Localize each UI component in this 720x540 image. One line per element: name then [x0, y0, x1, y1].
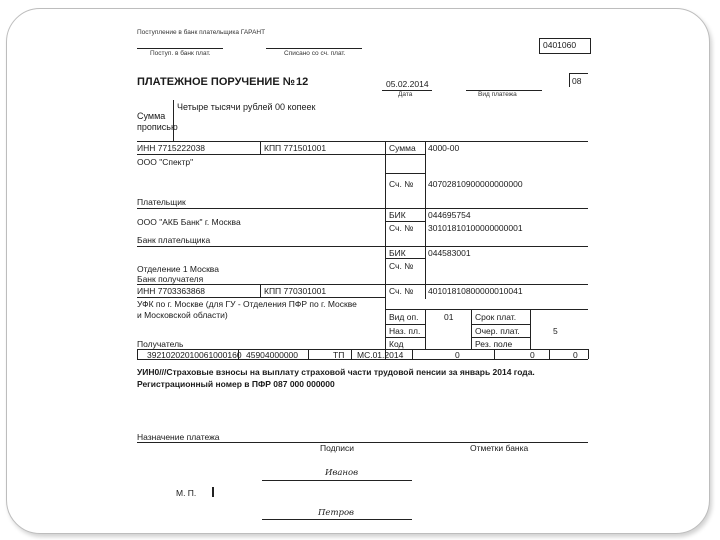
- grid-line: [471, 324, 530, 325]
- payer-inn: ИНН 7715222038: [137, 143, 206, 153]
- slide-frame: [6, 8, 710, 534]
- payer-bank-bik-label: БИК: [389, 210, 406, 220]
- debited-line: [266, 48, 362, 49]
- signatures-label: Подписи: [320, 443, 354, 453]
- op-type: 01: [444, 312, 454, 322]
- grid-line: [137, 297, 385, 298]
- debited-label: Списано со сч. плат.: [284, 50, 346, 57]
- date-label: Дата: [398, 91, 413, 98]
- tax-row-line: [137, 349, 138, 359]
- signature-2: Петров: [318, 508, 355, 518]
- bank-marks-label: Отметки банка: [470, 443, 529, 453]
- signature-1: Иванов: [325, 468, 359, 478]
- grid-line: [137, 141, 588, 142]
- payee-label: Получатель: [137, 339, 184, 349]
- document-title: ПЛАТЕЖНОЕ ПОРУЧЕНИЕ №: [137, 76, 295, 88]
- payer-bank-account: 30101810100000000001: [428, 223, 523, 233]
- received-label: Поступ. в банк плат.: [150, 50, 211, 57]
- status-code: 08: [572, 76, 582, 86]
- received-line: [137, 48, 223, 49]
- amount-value: 4000-00: [428, 143, 460, 153]
- stamp-label: М. П.: [176, 488, 197, 498]
- payee-bank-name: Отделение 1 Москва: [137, 264, 219, 274]
- grid-line: [385, 309, 588, 310]
- purpose-line2: Регистрационный номер в ПФР 087 000 000000: [137, 379, 335, 389]
- tax-row-line: [494, 349, 495, 359]
- payer-account-label: Сч. №: [389, 179, 414, 189]
- grid-line: [137, 154, 385, 155]
- payee-account: 40101810800000010041: [428, 286, 523, 296]
- tax-field-okato: 45904000000: [246, 350, 299, 360]
- grid-line: [385, 258, 425, 259]
- payer-account: 40702810900000000000: [428, 179, 523, 189]
- term-label: Срок плат.: [475, 312, 517, 322]
- status-box-top: [569, 73, 588, 74]
- tax-row-line: [588, 349, 589, 359]
- grid-line: [385, 324, 425, 325]
- grid-line: [137, 208, 588, 209]
- document-date: 05.02.2014: [386, 79, 429, 89]
- grid-line: [530, 309, 531, 349]
- purpose-line1: УИН0///Страховые взносы на выплату страховой части трудовой пенсии за январь 2014 года.: [137, 367, 535, 377]
- tax-field-doc-date: 0: [530, 350, 535, 360]
- grid-line: [385, 154, 425, 155]
- signature-line-1: [262, 480, 412, 481]
- amount-words-label-1: Сумма: [137, 111, 166, 121]
- payee-bank-account-label: Сч. №: [389, 261, 414, 271]
- grid-line: [385, 337, 425, 338]
- payee-inn: ИНН 7703363868: [137, 286, 206, 296]
- payee-kpp: КПП 770301001: [264, 286, 327, 296]
- payee-account-label: Сч. №: [389, 286, 414, 296]
- tax-row-line: [308, 349, 309, 359]
- document-number: 12: [296, 76, 309, 88]
- amount-words-divider: [173, 100, 174, 141]
- purpose-code-label: Наз. пл.: [389, 326, 421, 336]
- payer-label: Плательщик: [137, 197, 186, 207]
- grid-line: [385, 173, 425, 174]
- op-type-label: Вид оп.: [389, 312, 419, 322]
- amount-label: Сумма: [389, 143, 416, 153]
- payer-bank-label: Банк плательщика: [137, 235, 211, 245]
- grid-line: [471, 309, 472, 349]
- payee-name-line1: УФК по г. Москве (для ГУ - Отделения ПФР по г. Москве: [137, 299, 357, 309]
- amount-words-label-2: прописью: [137, 122, 178, 132]
- payment-type-label: Вид платежа: [478, 91, 517, 98]
- tax-row-line: [549, 349, 550, 359]
- tax-field-kbk: 39210202010061000160: [147, 350, 242, 360]
- payer-name: ООО "Спектр": [137, 157, 194, 167]
- signature-line-2: [262, 519, 412, 520]
- grid-line: [385, 221, 425, 222]
- payee-name-line2: и Московской области): [137, 310, 228, 320]
- reserve-label: Рез. поле: [475, 339, 513, 349]
- grid-line: [137, 284, 588, 285]
- amount-words: Четыре тысячи рублей 00 копеек: [177, 102, 316, 112]
- grid-line: [425, 309, 426, 349]
- tax-row-line: [412, 349, 413, 359]
- grid-line: [137, 246, 588, 247]
- tax-field-basis: ТП: [333, 350, 345, 360]
- form-code: 0401060: [543, 40, 577, 50]
- tax-field-doc-number: 0: [455, 350, 460, 360]
- code-label: Код: [389, 339, 404, 349]
- tax-row-line: [351, 349, 352, 359]
- order-value: 5: [553, 326, 558, 336]
- payee-bank-label: Банк получателя: [137, 274, 204, 284]
- grid-line: [260, 284, 261, 297]
- payee-bank-bik-label: БИК: [389, 248, 406, 258]
- tax-field-period: МС.01.2014: [357, 350, 404, 360]
- purpose-label: Назначение платежа: [137, 432, 220, 442]
- header-note: Поступление в банк плательщика ГАРАНТ: [137, 29, 266, 36]
- order-label: Очер. плат.: [475, 326, 520, 336]
- payer-bank-name: ООО "АКБ Банк" г. Москва: [137, 217, 241, 227]
- text-cursor: [212, 487, 214, 497]
- grid-line-values: [425, 141, 426, 299]
- tax-field-type: 0: [573, 350, 578, 360]
- payer-kpp: КПП 771501001: [264, 143, 327, 153]
- payer-bank-account-label: Сч. №: [389, 223, 414, 233]
- grid-line: [260, 141, 261, 154]
- payer-bank-bik: 044695754: [428, 210, 471, 220]
- grid-line: [471, 337, 530, 338]
- payee-bank-bik: 044583001: [428, 248, 471, 258]
